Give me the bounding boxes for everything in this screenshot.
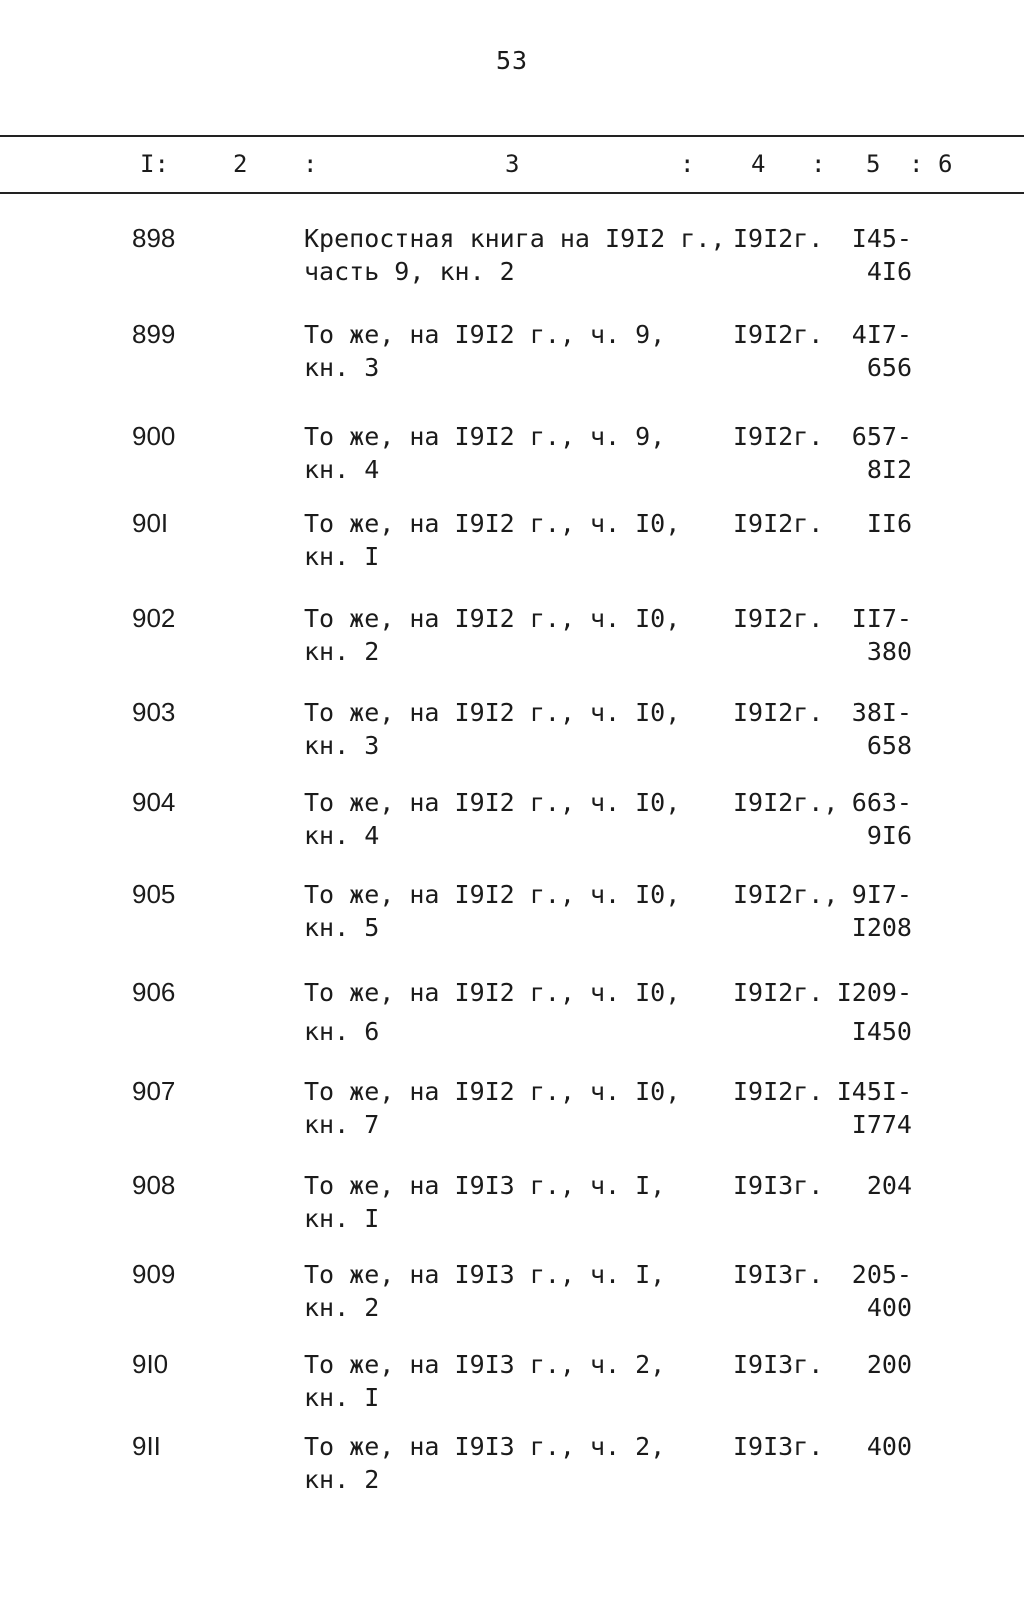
sheets-line: 200: [866, 1350, 912, 1379]
description-line: кн. 6: [304, 1017, 380, 1046]
description-line: То же, на I9I3 г., ч. 2,: [304, 1350, 666, 1379]
record-date: I9I3г.: [733, 1432, 824, 1461]
description-line: кн. 3: [304, 731, 380, 760]
record-number: 899: [132, 319, 176, 349]
sheets-line: 663-: [851, 788, 912, 817]
record-number: 905: [132, 879, 176, 909]
record-date: I9I2г.,: [733, 788, 839, 817]
sheets-line: 38I-: [851, 698, 912, 727]
record-number: 898: [132, 223, 176, 253]
header-separator: :: [303, 150, 318, 178]
record-number: 900: [132, 421, 176, 451]
description-line: кн. 3: [304, 353, 380, 382]
sheets-line: 204: [866, 1171, 912, 1200]
description-line: часть 9, кн. 2: [304, 257, 515, 286]
sheets-line: 205-: [851, 1260, 912, 1289]
record-sheets: [0, 1258, 912, 1324]
description-line: То же, на I9I3 г., ч. 2,: [304, 1432, 666, 1461]
sheets-line: 4I6: [866, 257, 912, 286]
record-date: I9I3г.: [733, 1260, 824, 1289]
description-line: Крепостная книга на I9I2 г.,: [304, 224, 726, 253]
description-line: То же, на I9I3 г., ч. I,: [304, 1260, 666, 1289]
sheets-line: II7-: [851, 604, 912, 633]
record-sheets: [0, 976, 912, 1048]
sheets-line: I774: [851, 1110, 912, 1139]
record-date: I9I2г.: [733, 1077, 824, 1106]
record-number: 903: [132, 697, 176, 727]
header-col-3: 3: [505, 150, 520, 178]
sheets-line: I450: [851, 1017, 912, 1046]
description-line: кн. 2: [304, 1293, 380, 1322]
description-line: То же, на I9I2 г., ч. I0,: [304, 604, 681, 633]
sheets-line: 656: [866, 353, 912, 382]
description-line: кн. 4: [304, 455, 380, 484]
record-number: 906: [132, 977, 176, 1007]
description-line: То же, на I9I2 г., ч. I0,: [304, 1077, 681, 1106]
header-separator: :: [680, 150, 695, 178]
record-number: 909: [132, 1259, 176, 1289]
record-date: I9I2г.: [733, 604, 824, 633]
sheets-line: 400: [866, 1432, 912, 1461]
record-date: I9I2г.: [733, 978, 824, 1007]
record-sheets: [0, 1075, 912, 1141]
sheets-line: I45I-: [836, 1077, 912, 1106]
sheets-line: I209-: [836, 978, 912, 1007]
sheets-line: 9I7-: [851, 880, 912, 909]
sheets-line: I208: [851, 913, 912, 942]
record-number: 907: [132, 1076, 176, 1106]
description-line: То же, на I9I2 г., ч. I0,: [304, 509, 681, 538]
page-number: 53: [495, 46, 529, 75]
description-line: кн. 7: [304, 1110, 380, 1139]
description-line: То же, на I9I2 г., ч. I0,: [304, 698, 681, 727]
record-date: I9I2г.: [733, 224, 824, 253]
sheets-line: II6: [866, 509, 912, 538]
description-line: То же, на I9I2 г., ч. 9,: [304, 422, 666, 451]
sheets-line: 4I7-: [851, 320, 912, 349]
sheets-line: 657-: [851, 422, 912, 451]
record-number: 904: [132, 787, 176, 817]
description-line: кн. 2: [304, 1465, 380, 1494]
record-sheets: [0, 507, 912, 540]
description-line: кн. I: [304, 542, 380, 571]
sheets-line: 8I2: [866, 455, 912, 484]
description-line: То же, на I9I2 г., ч. I0,: [304, 880, 681, 909]
record-date: I9I2г.,: [733, 880, 839, 909]
record-date: I9I3г.: [733, 1171, 824, 1200]
record-sheets: [0, 1348, 912, 1381]
record-date: I9I2г.: [733, 320, 824, 349]
header-col-1: I:: [140, 150, 169, 178]
record-number: 90I: [132, 508, 169, 538]
record-sheets: [0, 420, 912, 486]
description-line: кн. I: [304, 1383, 380, 1412]
header-col-4: 4: [751, 150, 766, 178]
record-sheets: [0, 602, 912, 668]
sheets-line: 9I6: [866, 821, 912, 850]
sheets-line: I45-: [851, 224, 912, 253]
description-line: То же, на I9I2 г., ч. I0,: [304, 978, 681, 1007]
record-sheets: [0, 786, 912, 852]
record-sheets: [0, 696, 912, 762]
record-sheets: [0, 222, 912, 288]
description-line: кн. I: [304, 1204, 380, 1233]
header-col-5: 5: [866, 150, 881, 178]
record-number: 908: [132, 1170, 176, 1200]
header-col-6: 6: [938, 150, 953, 178]
record-number: 9II: [132, 1431, 161, 1461]
record-number: 9I0: [132, 1349, 169, 1379]
sheets-line: 658: [866, 731, 912, 760]
description-line: То же, на I9I3 г., ч. I,: [304, 1171, 666, 1200]
header-separator: :: [909, 150, 924, 178]
record-date: I9I2г.: [733, 509, 824, 538]
record-sheets: [0, 878, 912, 944]
record-date: I9I2г.: [733, 422, 824, 451]
record-date: I9I2г.: [733, 698, 824, 727]
record-sheets: [0, 1169, 912, 1202]
header-separator: :: [811, 150, 826, 178]
header-col-2: 2: [233, 150, 248, 178]
record-sheets: [0, 318, 912, 384]
record-date: I9I3г.: [733, 1350, 824, 1379]
sheets-line: 380: [866, 637, 912, 666]
description-line: кн. 5: [304, 913, 380, 942]
description-line: То же, на I9I2 г., ч. 9,: [304, 320, 666, 349]
description-line: кн. 2: [304, 637, 380, 666]
record-sheets: [0, 1430, 912, 1463]
description-line: То же, на I9I2 г., ч. I0,: [304, 788, 681, 817]
record-number: 902: [132, 603, 176, 633]
description-line: кн. 4: [304, 821, 380, 850]
sheets-line: 400: [866, 1293, 912, 1322]
